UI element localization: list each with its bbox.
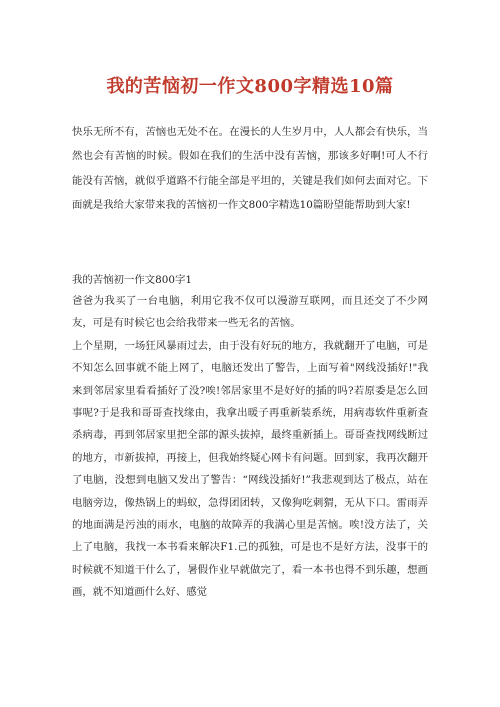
essay-body (72, 290, 428, 604)
essay-paragraph: 上个星期，一场狂风暴雨过去，由于没有好玩的地方，我就翻开了电脑，可是不知怎么回事就不能上网了，电脑还发出了警告，上面写着"网线没插好!"我来到邻居家里看看插好了没?唉!邻居家里不是好好的插的吗?若原委是怎么回事呢?于是我和哥哥查找缘由，我拿出暖子再重新装系统，用病毒软件重新查杀病毒，再到邻居家里把全部的源头拔掉，最终重新插上。哥哥查找网线断过的地方，市新拔掉，再接上，但我始终疑心网卡有问题。回到家，我再次翻开了电脑，没想到电脑又发出了警告：“网线没插好!”我悲观到达了极点，站在电脑旁边，像热锅上的蚂蚁，急得团团转，又像狗吃刺猬，无从下口。雷雨弄的地面满是污浊的雨水，电脑的故障弄的我满心里是苦恼。唉!没方法了，关上了电脑，我找一本书看来解决F1.己的孤独，可是也不是好方法，没事干的时候就不知道干什么了，暑假作业早就做完了，看一本书也得不到乐趣，想画画，就不知道画什么好、感觉 (72, 339, 428, 599)
essay-paragraph: 爸爸为我买了一台电脑，利用它我不仅可以漫游互联网，而且还交了不少网友，可是有时候它也会给我带来一些无名的苦恼。 (72, 295, 428, 330)
document-title: 我的苦恼初一作文800字精选10篇 (106, 76, 394, 97)
section-heading: 我的苦恼初一作文800字1 (72, 274, 192, 286)
intro-paragraph: 快乐无所不有，苦恼也无处不在。在漫长的人生岁月中，人人都会有快乐，当然也会有苦恼的时候。假如在我们的生活中没有苦恼，那该多好啊!可人不行能没有苦恼，就似乎道路不行能全部是平坦的，关键是我们如何去面对它。下面就是我给大家带来我的苦恼初一作文800字精选10篇盼望能帮助到大家! (72, 126, 428, 212)
